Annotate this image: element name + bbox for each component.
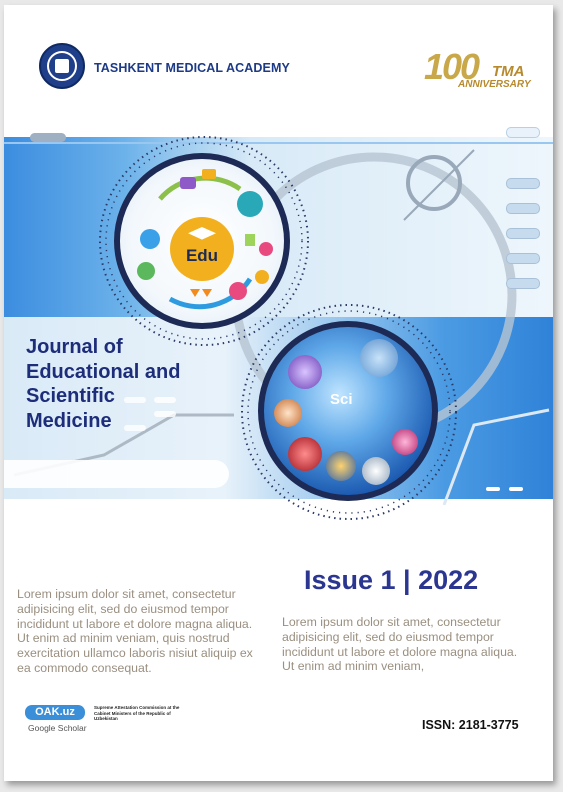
- academy-crest-icon: [39, 43, 85, 89]
- education-illustration: [114, 153, 290, 329]
- anniversary-logo: 100 TMA ANNIVERSARY: [424, 46, 531, 90]
- issn-number: ISSN: 2181-3775: [422, 718, 519, 732]
- academy-name: TASHKENT MEDICAL ACADEMY: [94, 61, 290, 75]
- bottom-dash: [509, 487, 523, 491]
- science-illustration: [258, 321, 438, 501]
- sci-label: Sci: [330, 391, 353, 408]
- lab-sample-icon: [326, 451, 356, 481]
- side-pill: [506, 203, 540, 214]
- side-pill: [506, 178, 540, 189]
- description-right: Lorem ipsum dolor sit amet, consectetur adipisicing elit, sed do eiusmod tempor incididunt ut labore et dolore magna aliqua. Ut enim ad minim veniam,: [282, 615, 518, 674]
- cell-icon: [274, 399, 302, 427]
- blood-cell-icon: [288, 437, 322, 471]
- microscope-icon: [362, 457, 390, 485]
- bacteria-icon: [360, 339, 398, 377]
- description-left: Lorem ipsum dolor sit amet, consectetur adipisicing elit, sed do eiusmod tempor incididunt ut labore et dolore magna aliqua. Ut enim ad minim veniam, quis nostrud exercitation ullamco laboris nisiut aliquip ex ea commodo consequat.: [17, 587, 253, 675]
- issue-label: Issue 1 | 2022: [304, 565, 479, 595]
- side-pill: [506, 278, 540, 289]
- journal-title: Journal of Educational and Scientific Medicine: [26, 336, 181, 432]
- edu-label: Edu: [185, 246, 219, 265]
- white-bottom-pill: [4, 460, 229, 488]
- graduation-cap-icon: [170, 217, 234, 281]
- top-right-tab: [506, 127, 540, 138]
- google-scholar-label: Google Scholar: [28, 723, 87, 733]
- molecule-icon: [392, 429, 418, 455]
- side-pill: [506, 228, 540, 239]
- attestation-note: Supreme Attestation Commission at the Cabinet Ministers of the Republic of Uzbekistan: [94, 705, 180, 722]
- virus-icon: [288, 355, 322, 389]
- side-pill: [506, 253, 540, 264]
- bottom-dash: [486, 487, 500, 491]
- journal-cover: [4, 5, 553, 781]
- top-left-tab: [30, 133, 66, 142]
- oak-uz-badge[interactable]: OAK.uz: [25, 705, 85, 720]
